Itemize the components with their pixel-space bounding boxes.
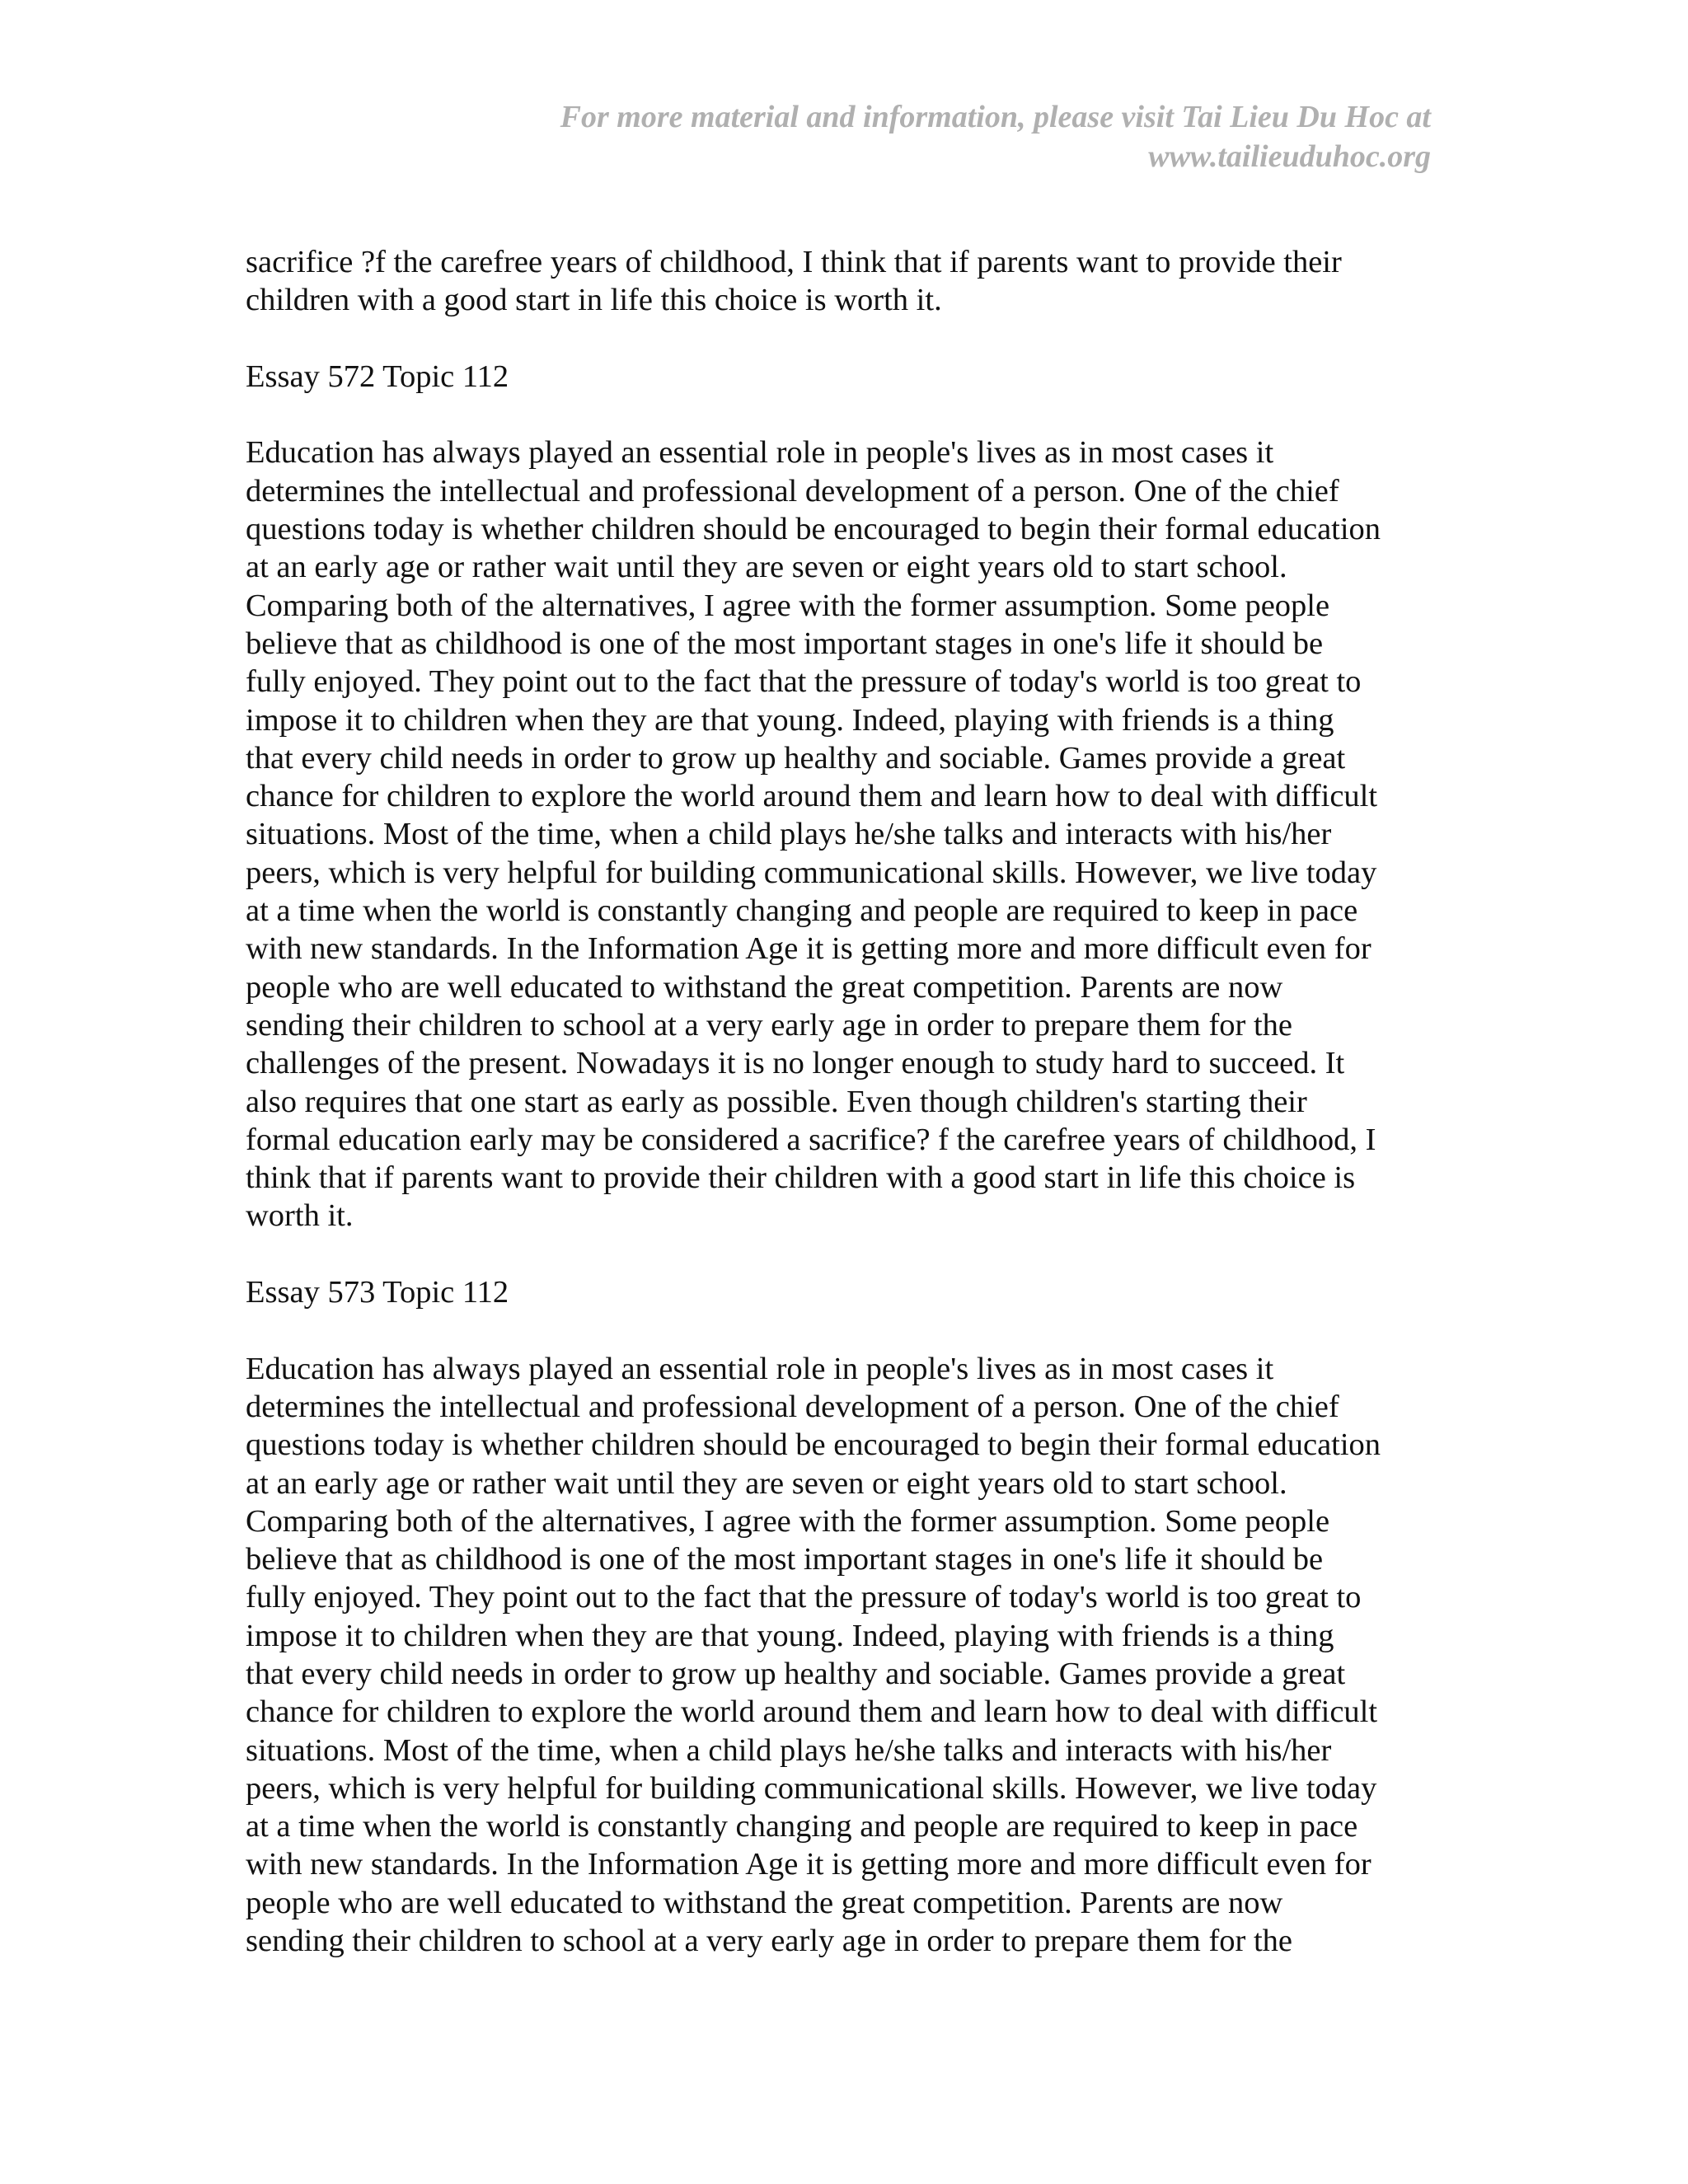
document-body (246, 243, 1441, 1960)
text-line: at an early age or rather wait until they are seven or eight years old to start school. (246, 1465, 1287, 1501)
text-line: that every child needs in order to grow up healthy and sociable. Games provide a great (246, 1656, 1346, 1691)
paragraph-gap (246, 320, 1441, 358)
intro-paragraph (246, 243, 1441, 320)
text-line: situations. Most of the time, when a child plays he/she talks and interacts with his/her (246, 1732, 1332, 1768)
text-line: Education has always played an essential role in people's lives as in most cases it (246, 1351, 1274, 1386)
text-line: people who are well educated to withstand the great competition. Parents are now (246, 969, 1283, 1005)
essay-573-title: Essay 573 Topic 112 (246, 1275, 509, 1310)
text-line: with new standards. In the Information Age it is getting more and more difficult even for (246, 931, 1372, 967)
paragraph-gap (246, 1235, 1441, 1273)
header-line-1: For more material and information, please visit Tai Lieu Du Hoc at (560, 100, 1431, 134)
paragraph-gap (246, 396, 1441, 434)
text-line: peers, which is very helpful for building communicational skills. However, we live today (246, 855, 1377, 890)
text-line: chance for children to explore the world around them and learn how to deal with difficult (246, 779, 1378, 814)
text-line: believe that as childhood is one of the most important stages in one's life it should be (246, 626, 1324, 661)
text-line: at an early age or rather wait until they are seven or eight years old to start school. (246, 550, 1287, 585)
text-line: at a time when the world is constantly changing and people are required to keep in pace (246, 893, 1358, 929)
text-line: believe that as childhood is one of the most important stages in one's life it should be (246, 1542, 1324, 1577)
text-line: worth it. (246, 1198, 354, 1234)
text-line: impose it to children when they are that young. Indeed, playing with friends is a thing (246, 702, 1334, 738)
text-line: questions today is whether children should be encouraged to begin their formal education (246, 512, 1381, 547)
text-line: people who are well educated to withstand the great competition. Parents are now (246, 1885, 1283, 1920)
text-line: questions today is whether children should be encouraged to begin their formal education (246, 1427, 1381, 1463)
text-line: that every child needs in order to grow up healthy and sociable. Games provide a great (246, 740, 1346, 776)
text-line: at a time when the world is constantly changing and people are required to keep in pace (246, 1809, 1358, 1844)
text-line: Education has always played an essential role in people's lives as in most cases it (246, 435, 1274, 471)
text-line: impose it to children when they are that young. Indeed, playing with friends is a thing (246, 1618, 1334, 1653)
text-line: fully enjoyed. They point out to the fact that the pressure of today's world is too great to (246, 1580, 1362, 1615)
header-line-2: www.tailieuduhoc.org (1148, 139, 1431, 174)
text-line: sending their children to school at a very early age in order to prepare them for the (246, 1007, 1293, 1043)
text-line: also requires that one start as early as possible. Even though children's starting their (246, 1084, 1307, 1119)
text-line: challenges of the present. Nowadays it is no longer enough to study hard to succeed. It (246, 1046, 1345, 1081)
text-line: think that if parents want to provide their children with a good start in life this choice is (246, 1160, 1356, 1196)
page-header (277, 97, 1431, 176)
text-line: peers, which is very helpful for building communicational skills. However, we live today (246, 1770, 1377, 1806)
text-line: sending their children to school at a very early age in order to prepare them for the (246, 1924, 1293, 1959)
essay-572-title: Essay 572 Topic 112 (246, 359, 509, 394)
text-line: with new standards. In the Information Age it is getting more and more difficult even for (246, 1847, 1372, 1882)
text-line: Comparing both of the alternatives, I agree with the former assumption. Some people (246, 588, 1330, 623)
text-line: Comparing both of the alternatives, I agree with the former assumption. Some people (246, 1503, 1330, 1539)
text-line: fully enjoyed. They point out to the fact that the pressure of today's world is too great to (246, 664, 1362, 700)
paragraph-gap (246, 1311, 1441, 1349)
essay-573-paragraph (246, 1350, 1441, 1961)
text-line: determines the intellectual and professional development of a person. One of the chief (246, 473, 1339, 509)
text-line: sacrifice ?f the carefree years of childhood, I think that if parents want to provide their (246, 245, 1342, 279)
text-line: determines the intellectual and professional development of a person. One of the chief (246, 1389, 1339, 1424)
essay-572-paragraph (246, 434, 1441, 1235)
text-line: situations. Most of the time, when a child plays he/she talks and interacts with his/her (246, 817, 1332, 852)
text-line: formal education early may be considered a sacrifice? f the carefree years of childhood, I (246, 1122, 1376, 1157)
text-line: children with a good start in life this choice is worth it. (246, 283, 942, 318)
text-line: chance for children to explore the world around them and learn how to deal with difficult (246, 1694, 1378, 1730)
